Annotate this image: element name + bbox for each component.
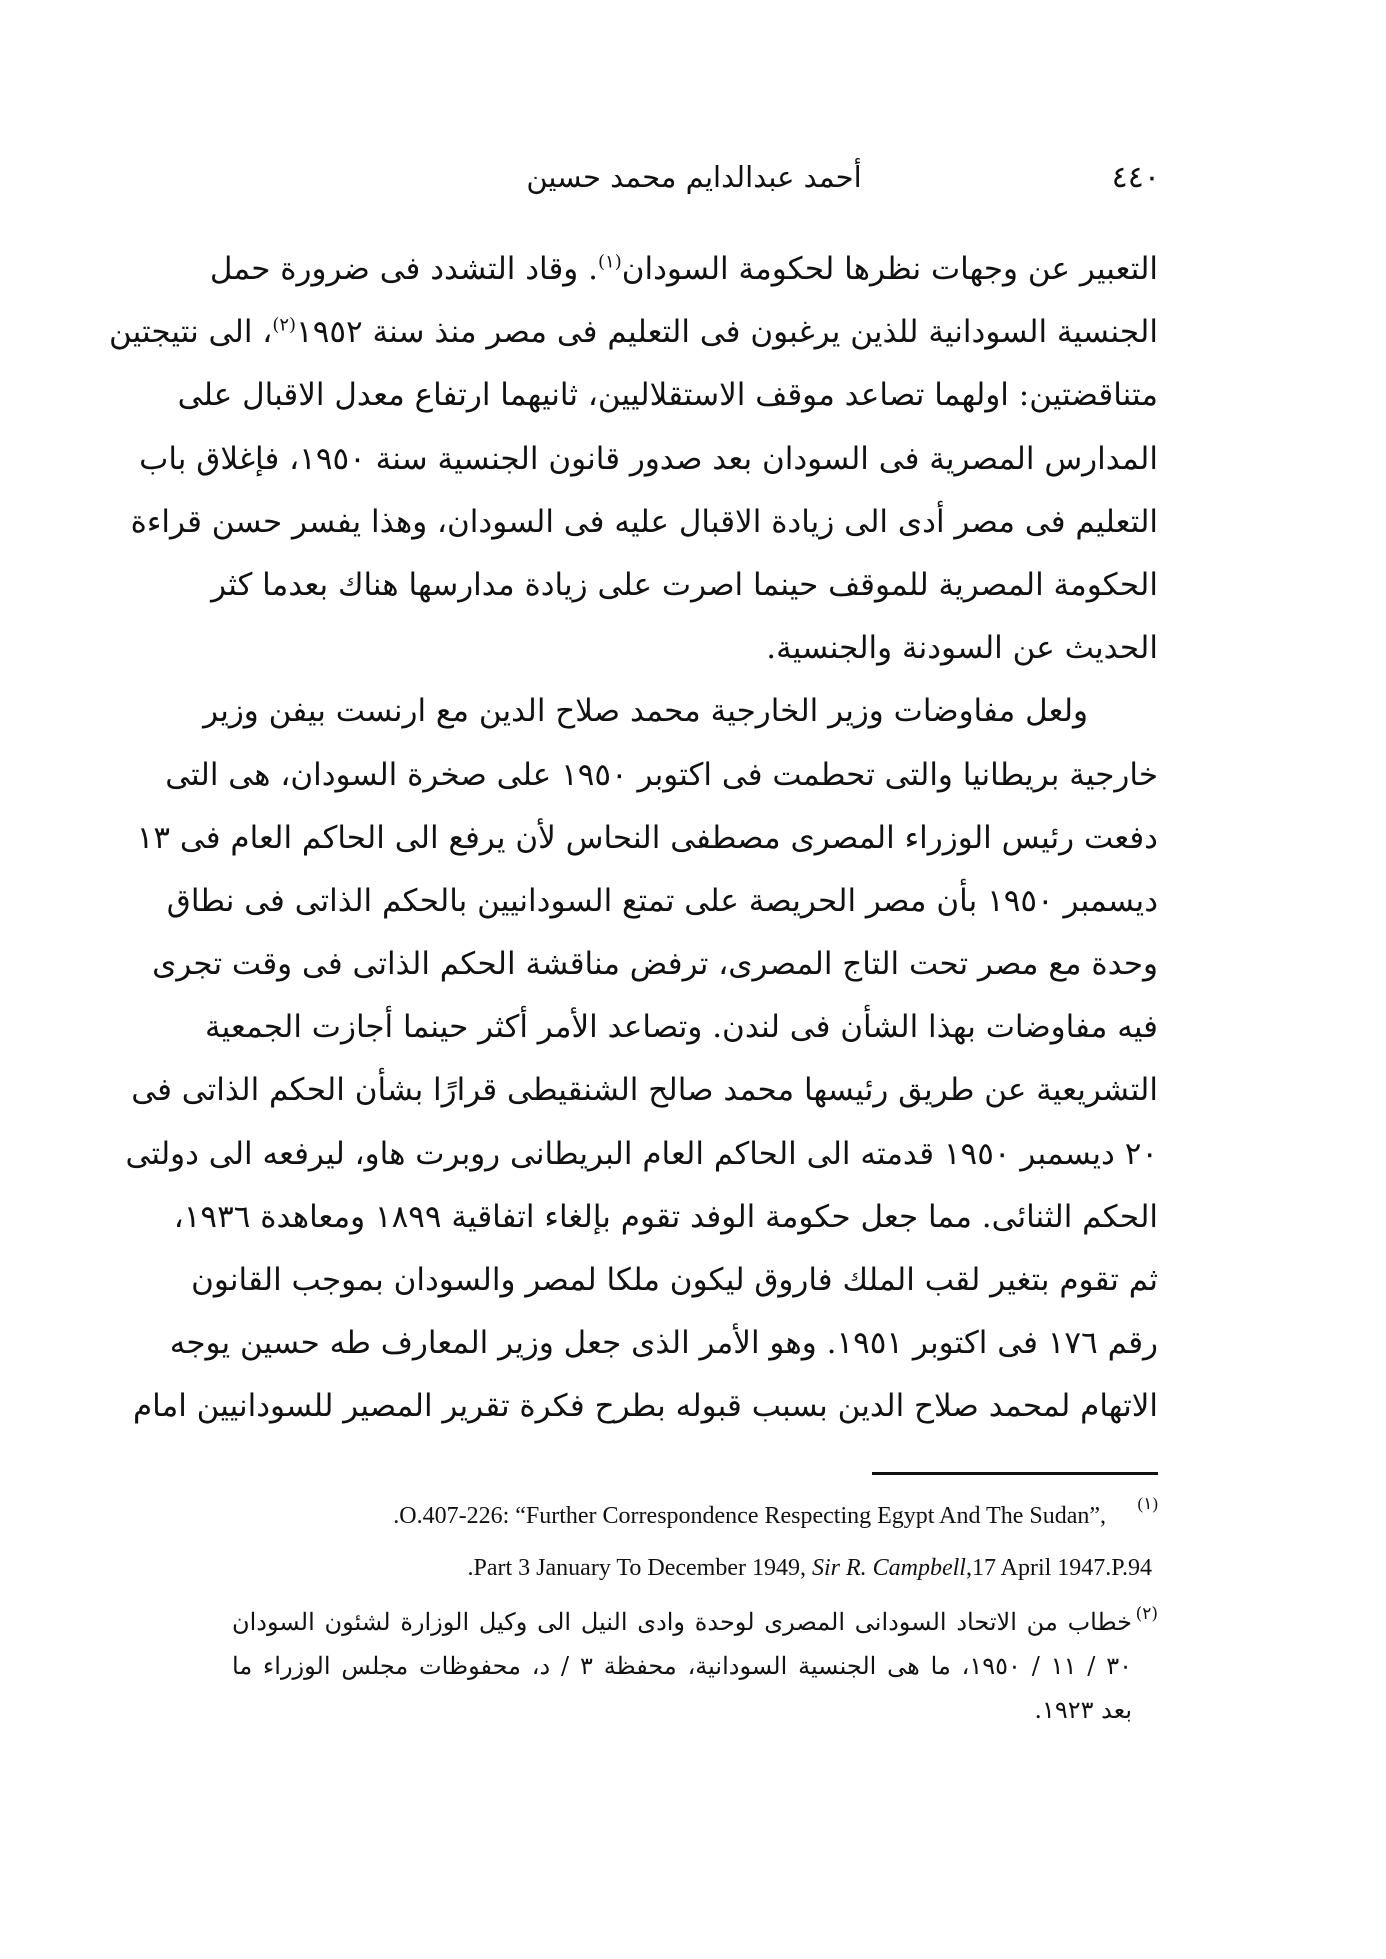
footnote-marker: (٢) (1135, 1604, 1158, 1624)
footnotes (232, 1490, 1158, 1732)
text-line: وحدة مع مصر تحت التاج المصرى، ترفض مناقشة الحكم الذاتى فى وقت تجرى (152, 946, 1158, 983)
text-line: المدارس المصرية فى السودان بعد صدور قانون الجنسية سنة ١٩٥٠، فإغلاق باب (139, 440, 1158, 477)
footnote-italic-name: Sir R. Campbell (811, 1555, 966, 1581)
footnote-text-line: .Part 3 January To December 1949, Sir R. Campbell,17 April 1947.P.94 (467, 1555, 1152, 1581)
main-text (109, 238, 1158, 1439)
footnote-marker: (١) (1137, 1494, 1158, 1513)
footnote-ref-1: (١) (597, 251, 622, 273)
footnote-separator (872, 1472, 1158, 1475)
footnote-1 (232, 1490, 1158, 1594)
text-line: متناقضتين: اولهما تصاعد موقف الاستقلاليين، ثانيهما ارتفاع معدل الاقبال على (177, 377, 1158, 414)
text-line: فيه مفاوضات بهذا الشأن فى لندن. وتصاعد الأمر أكثر حينما أجازت الجمعية (205, 1009, 1158, 1046)
text-line: دفعت رئيس الوزراء المصرى مصطفى النحاس لأن يرفع الى الحاكم العام فى ١٣ (136, 819, 1158, 856)
footnote-text-line: .O.407-226: “Further Correspondence Respecting Egypt And The Sudan”, (393, 1503, 1106, 1529)
footnote-body (232, 1600, 1158, 1732)
footnote-text-line: ٣٠ / ١١ / ١٩٥٠، ما هى الجنسية السودانية، محفظة ٣ / د، محفوظات مجلس الوزراء ما (232, 1652, 1132, 1680)
footnote-text-line: بعد ١٩٢٣. (1034, 1696, 1132, 1724)
running-head-author: أحمد عبدالدايم محمد حسين (526, 160, 862, 194)
page-number: ٤٤٠ (1111, 160, 1160, 195)
paragraph-1 (109, 238, 1158, 680)
text-line: ثم تقوم بتغير لقب الملك فاروق ليكون ملكا لمصر والسودان بموجب القانون (191, 1262, 1158, 1298)
paragraph-2 (125, 680, 1158, 1438)
text-line: خارجية بريطانيا والتى تحطمت فى اكتوبر ١٩٥٠ على صخرة السودان، هى التى (165, 756, 1158, 793)
text-line: الحكم الثنائى. مما جعل حكومة الوفد تقوم بإلغاء اتفاقية ١٨٩٩ ومعاهدة ١٩٣٦، (173, 1198, 1158, 1235)
text-line: التعليم فى مصر أدى الى زيادة الاقبال عليه فى السودان، وهذا يفسر حسن قراءة (130, 503, 1158, 540)
page-header (228, 160, 1160, 210)
text-line: الجنسية السودانية للذين يرغبون فى التعليم فى مصر منذ سنة ١٩٥٢$^{(٢)}$، الى نتيجتين (109, 314, 1158, 351)
text-line: الاتهام لمحمد صلاح الدين بسبب قبوله بطرح فكرة تقرير المصير للسودانيين امام (132, 1388, 1158, 1425)
footnote-text-line: خطاب من الاتحاد السودانى المصرى لوحدة وادى النيل الى وكيل الوزارة لشئون السودان (232, 1608, 1132, 1636)
footnote-2 (232, 1600, 1158, 1732)
text-line: الحكومة المصرية للموقف حينما اصرت على زيادة مدارسها هناك بعدما كثر (211, 566, 1158, 603)
text-line: التعبير عن وجهات نظرها لحكومة السودان$^{(١)}$. وقاد التشدد فى ضرورة حمل (209, 251, 1158, 287)
text-line: التشريعية عن طريق رئيسها محمد صالح الشنقيطى قرارًا بشأن الحكم الذاتى فى (131, 1072, 1158, 1109)
text-line: ٢٠ ديسمبر ١٩٥٠ قدمته الى الحاكم العام البريطانى روبرت هاو، ليرفعه الى دولتى (125, 1135, 1158, 1172)
text-line: ولعل مفاوضات وزير الخارجية محمد صلاح الدين مع ارنست بيفن وزير (203, 693, 1088, 730)
footnote-ref-2: (٢) (272, 314, 297, 336)
text-line: رقم ١٧٦ فى اكتوبر ١٩٥١. وهو الأمر الذى جعل وزير المعارف طه حسين يوجه (169, 1325, 1158, 1362)
text-line: الحديث عن السودنة والجنسية. (766, 630, 1158, 667)
text-line: ديسمبر ١٩٥٠ بأن مصر الحريصة على تمتع السودانيين بالحكم الذاتى فى نطاق (166, 882, 1158, 919)
